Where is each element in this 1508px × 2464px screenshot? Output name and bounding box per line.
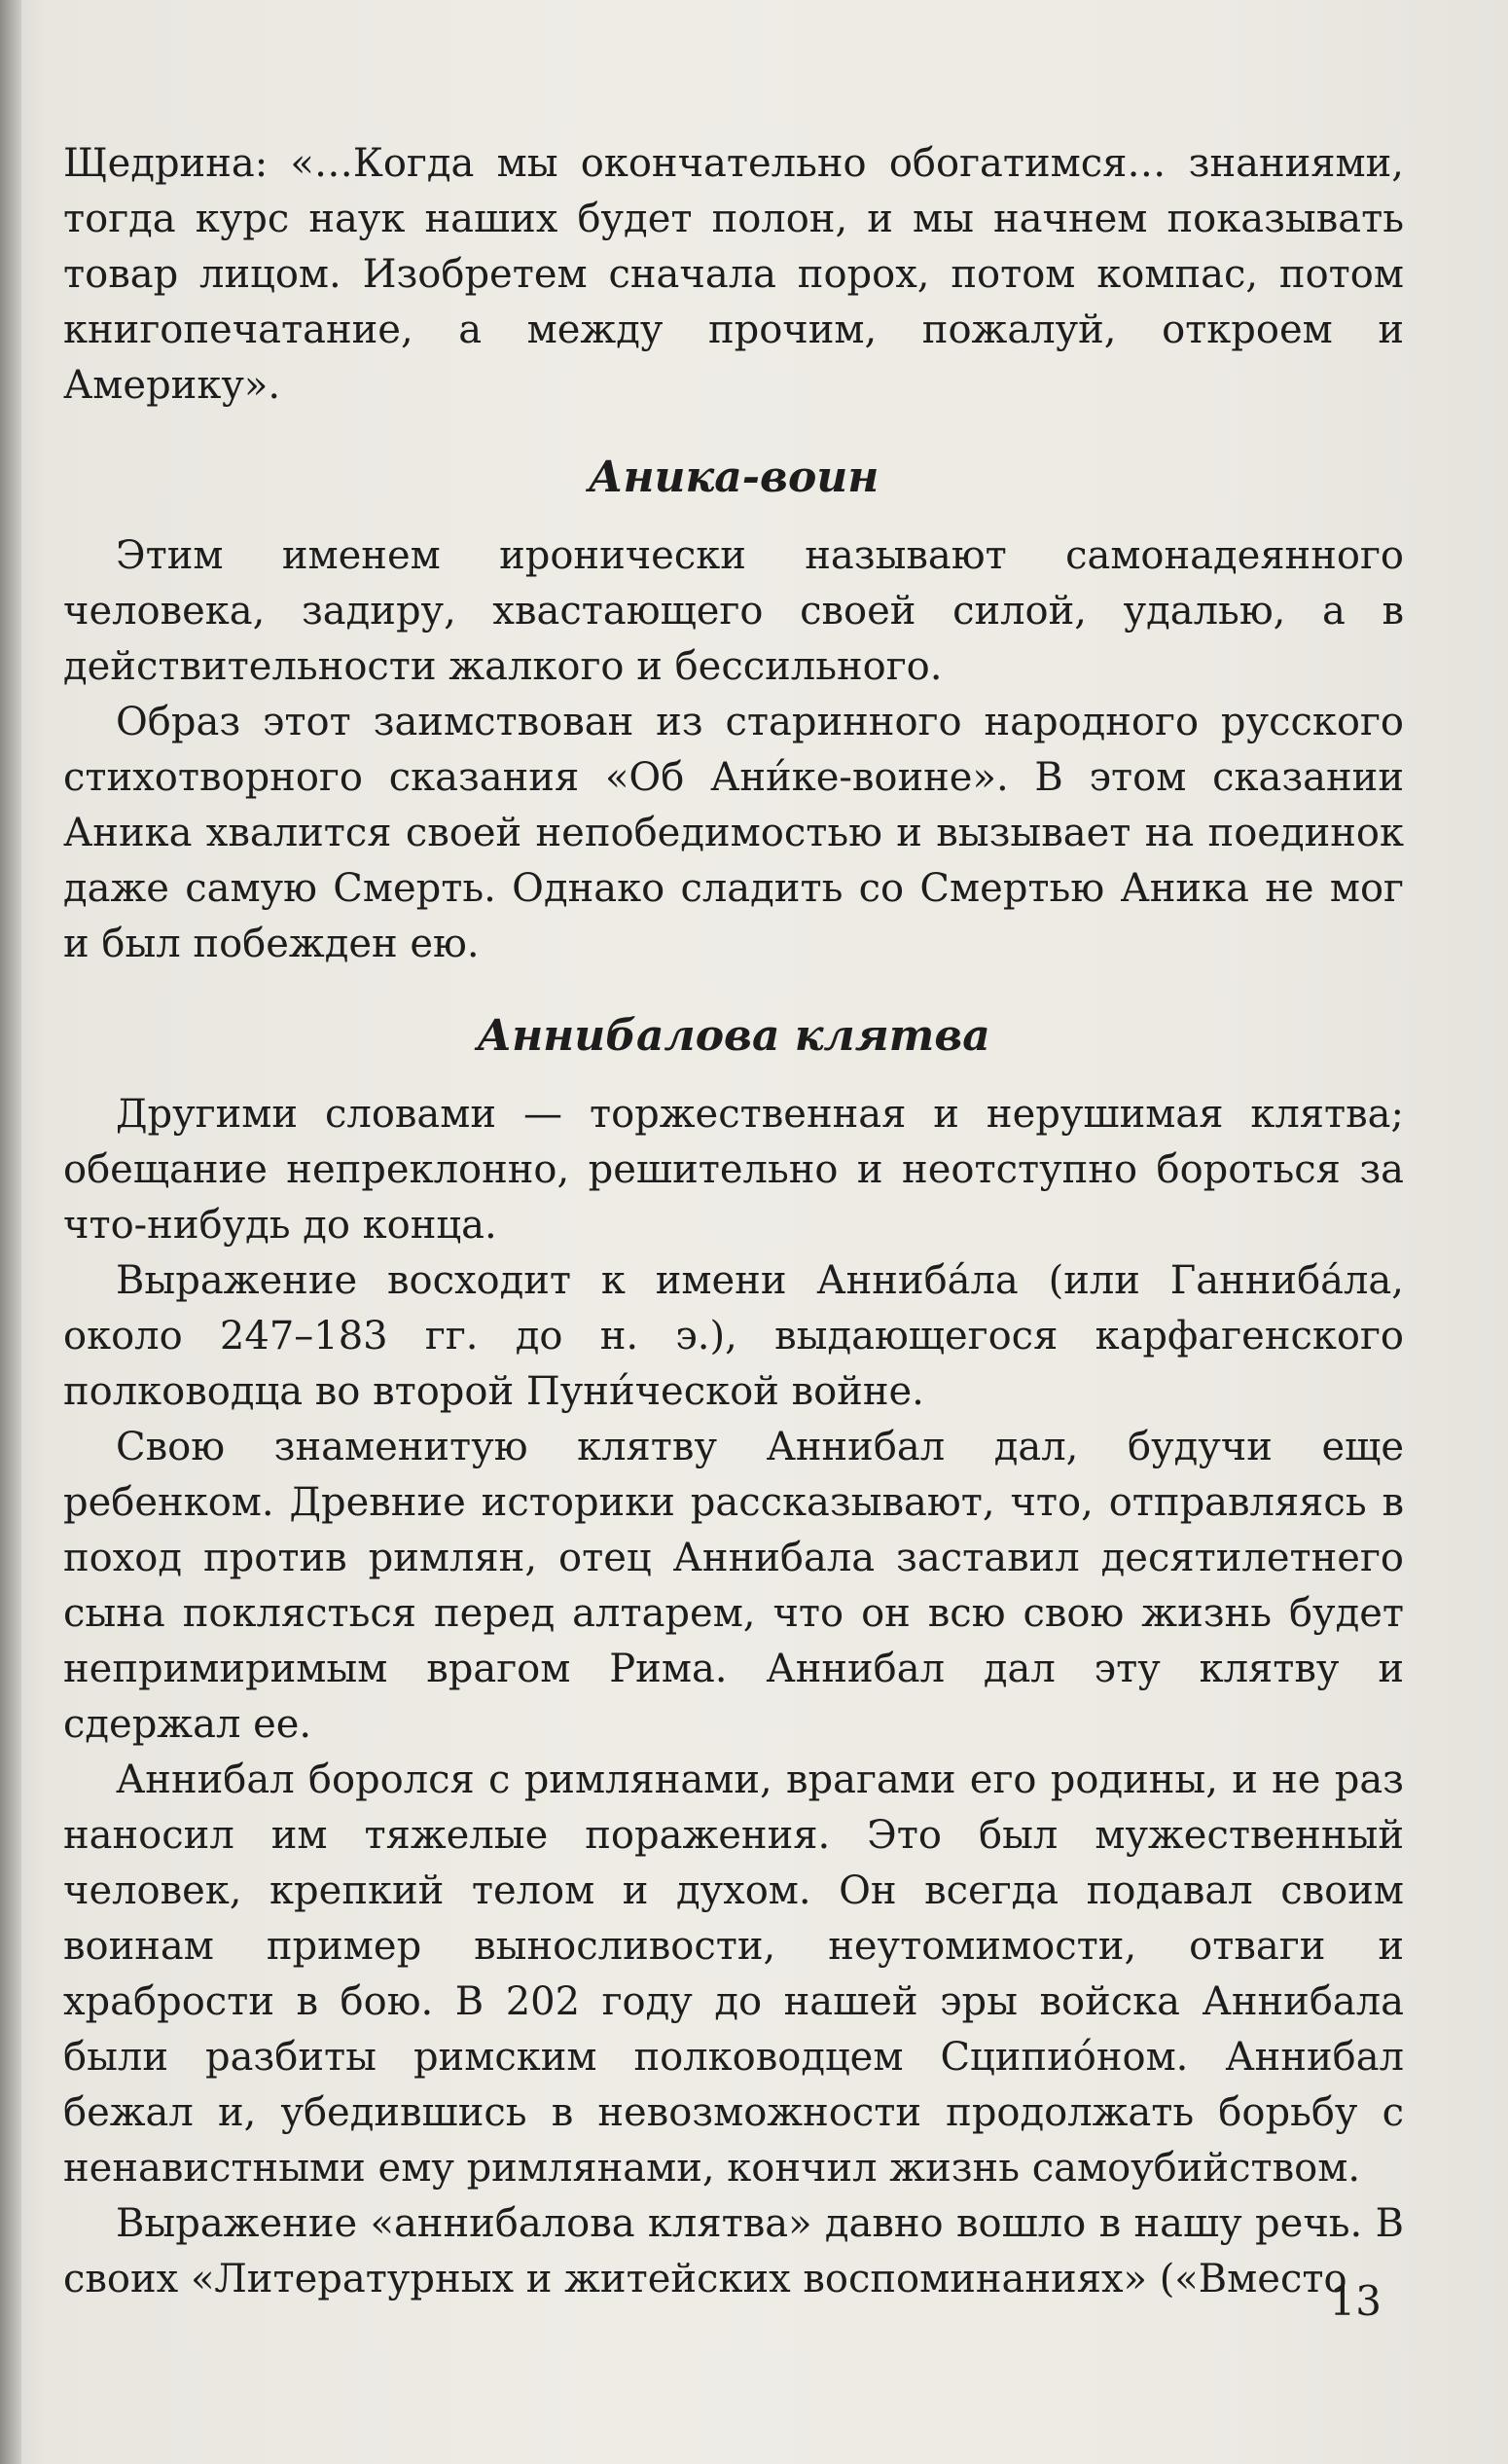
- section-title-anika: Аника-воин: [588, 453, 880, 502]
- book-spine-shadow: [0, 0, 21, 2464]
- paragraph: Свою знаменитую клятву Аннибал дал, будучи еще ребенком. Древние историки рассказывают, что, отправляясь в поход против римлян, отец Аннибала заставил десятилетнего сына поклясться перед алтарем, что он всю свою жизнь будет непримиримым врагом Рима. Аннибал дал эту клятву и сдержал ее.: [63, 1425, 1404, 1747]
- paragraph: Аннибал боролся с римлянами, врагами его родины, и не раз наносил им тяжелые поражения. Это был мужественный человек, крепкий телом и духом. Он всегда подавал своим воинам пример выносливости, неутомимости, отваги и храбрости в бою. В 202 году до нашей эры войска Аннибала были разбиты римским полководцем Сципио́ном. Аннибал бежал и, убедившись в невозможности продолжать борьбу с ненавистными ему римлянами, кончил жизнь самоубийством.: [63, 1757, 1404, 2191]
- paragraph: Другими словами — торжественная и нерушимая клятва; обещание непреклонно, решительно и неотступно бороться за что-нибудь до конца.: [63, 1092, 1404, 1248]
- paragraph: Выражение «аннибалова клятва» давно вошло в нашу речь. В своих «Литературных и житейских воспоминаниях» («Вместо: [63, 2201, 1404, 2301]
- paragraph: Этим именем иронически называют самонадеянного человека, задиру, хвастающего своей силой, удалью, а в действительности жалкого и бессильного.: [63, 533, 1404, 689]
- paragraph: Образ этот заимствован из старинного народного русского стихотворного сказания «Об Ани́ке-воине». В этом сказании Аника хвалится своей непобедимостью и вызывает на поединок даже самую Смерть. Однако сладить со Смертью Аника не мог и был побежден ею.: [63, 700, 1404, 966]
- page-number: 13: [1329, 2277, 1382, 2325]
- page-text: [63, 136, 1404, 2307]
- section-title-annibal: Аннибалова клятва: [477, 1011, 990, 1061]
- paragraph: Выражение восходит к имени Аннибáла (или Ганнибáла, около 247–183 гг. до н. э.), выдающегося карфагенского полководца во второй Пуни́ческой войне.: [63, 1258, 1404, 1414]
- intro-paragraph: Щедрина: «…Когда мы окончательно обогатимся… знаниями, тогда курс наук наших будет полон, и мы начнем показывать товар лицом. Изобретем сначала порох, потом компас, потом книгопечатание, а между прочим, пожалуй, откроем и Америку».: [63, 141, 1404, 408]
